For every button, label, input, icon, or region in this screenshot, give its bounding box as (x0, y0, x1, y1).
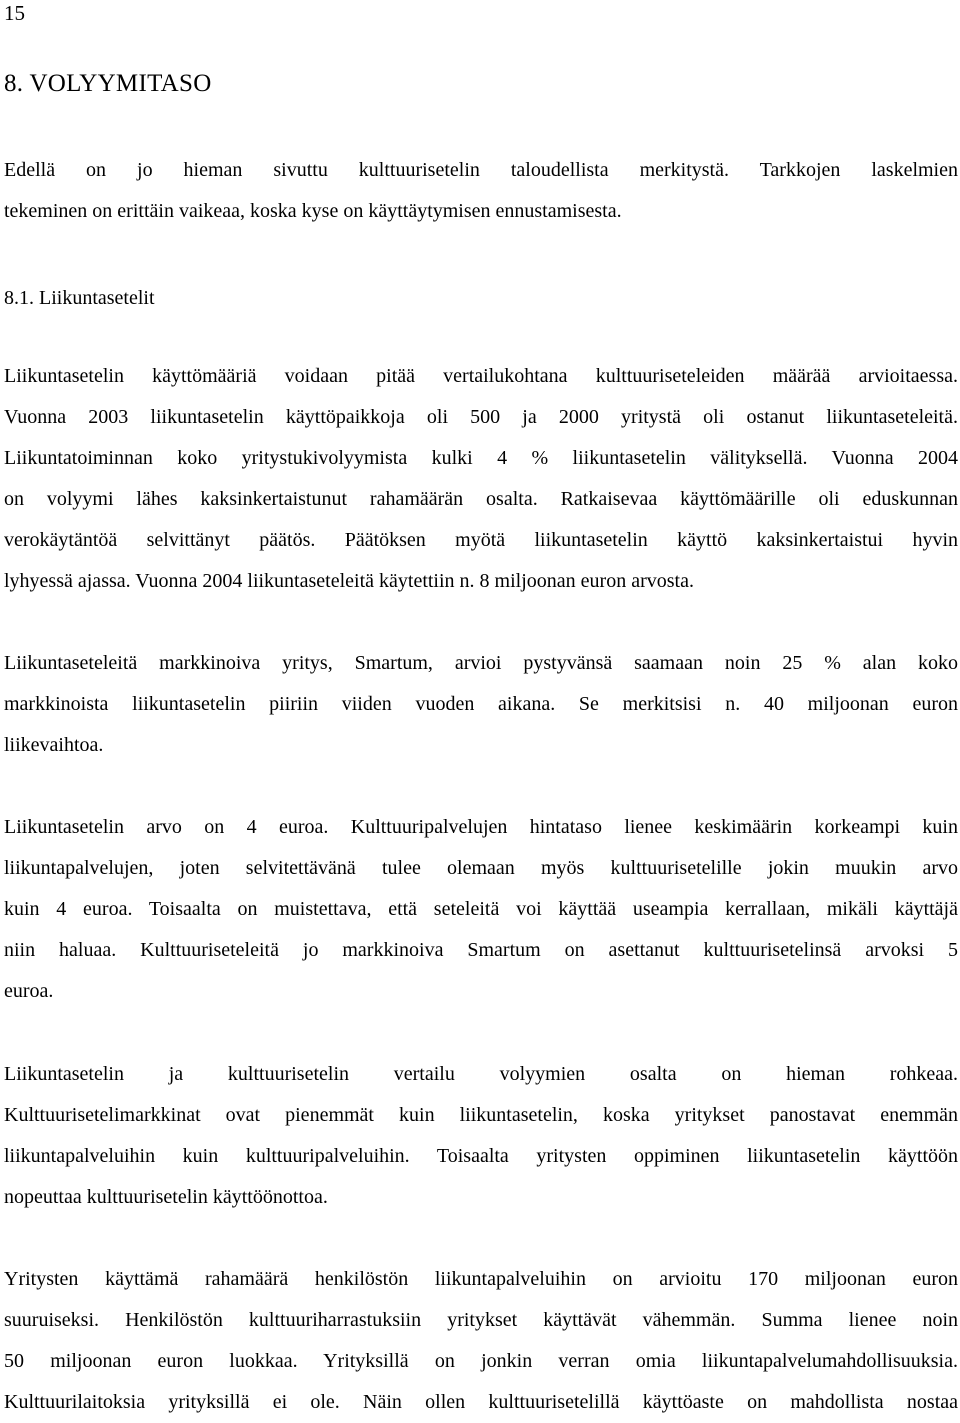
text-line: markkinoista liikuntasetelin piiriin viiden vuoden aikana. Se merkitsisi n. 40 miljoonan euron (4, 693, 958, 715)
intro-paragraph (4, 150, 958, 232)
subsection-heading: 8.1. Liikuntasetelit (4, 287, 155, 309)
paragraph-usage (4, 356, 958, 602)
text-line: Liikuntasetelin arvo on 4 euroa. Kulttuuripalvelujen hintataso lienee keskimäärin korkeampi kuin (4, 816, 958, 838)
text-line: Liikuntatoiminnan koko yritystukivolyymista kulki 4 % liikuntasetelin välityksellä. Vuonna 2004 (4, 447, 958, 469)
paragraph-spending (4, 1259, 958, 1423)
paragraph-smartum (4, 643, 958, 766)
text-line: on volyymi lähes kaksinkertaistunut rahamäärän osalta. Ratkaisevaa käyttömäärille oli eduskunnan (4, 488, 958, 510)
text-line: tekeminen on erittäin vaikeaa, koska kyse on käyttäytymisen ennustamisesta. (4, 200, 622, 222)
page-number: 15 (4, 1, 25, 25)
text-line: verokäytäntöä selvittänyt päätös. Päätöksen myötä liikuntasetelin käyttö kaksinkertaistui hyvin (4, 529, 958, 551)
text-line: Yritysten käyttämä rahamäärä henkilöstön liikuntapalveluihin on arvioitu 170 miljoonan euron (4, 1268, 958, 1290)
text-line: Liikuntasetelin käyttömääriä voidaan pitää vertailukohtana kulttuuriseteleiden määrää arvioitaessa. (4, 365, 958, 387)
text-line: Liikuntasetelin ja kulttuurisetelin vertailu volyymien osalta on hieman rohkeaa. (4, 1063, 958, 1085)
text-line: 50 miljoonan euron luokkaa. Yrityksillä on jonkin verran omia liikuntapalvelumahdollisuuksia. (4, 1350, 958, 1372)
text-line: suuruiseksi. Henkilöstön kulttuuriharrastuksiin yritykset käyttävät vähemmän. Summa lienee noin (4, 1309, 958, 1331)
text-line: liikuntapalveluihin kuin kulttuuripalveluihin. Toisaalta yritysten oppiminen liikuntasetelin käyttöön (4, 1145, 958, 1167)
text-line: lyhyessä ajassa. Vuonna 2004 liikuntaseteleitä käytettiin n. 8 miljoonan euron arvosta. (4, 570, 694, 592)
text-line: euroa. (4, 980, 54, 1002)
text-line: nopeuttaa kulttuurisetelin käyttöönottoa. (4, 1186, 328, 1208)
section-heading: 8. VOLYYMITASO (4, 70, 212, 97)
paragraph-value (4, 807, 958, 1012)
text-line: niin haluaa. Kulttuuriseteleitä jo markkinoiva Smartum on asettanut kulttuurisetelinsä arvoksi 5 (4, 939, 958, 961)
text-line: Edellä on jo hieman sivuttu kulttuurisetelin taloudellista merkitystä. Tarkkojen laskelmien (4, 159, 958, 181)
text-line: liikevaihtoa. (4, 734, 104, 756)
text-line: Kulttuurilaitoksia yrityksillä ei ole. Näin ollen kulttuurisetelillä käyttöaste on mahdollista nostaa (4, 1391, 958, 1413)
paragraph-comparison (4, 1054, 958, 1218)
text-line: kuin 4 euroa. Toisaalta on muistettava, että seteleitä voi käyttää useampia kerrallaan, mikäli käyttäjä (4, 898, 958, 920)
text-line: liikuntapalvelujen, joten selvitettävänä tulee olemaan myös kulttuurisetelille jokin muukin arvo (4, 857, 958, 879)
text-line: Kulttuurisetelimarkkinat ovat pienemmät kuin liikuntasetelin, koska yritykset panostavat enemmän (4, 1104, 958, 1126)
text-line: Vuonna 2003 liikuntasetelin käyttöpaikkoja oli 500 ja 2000 yritystä oli ostanut liikuntaseteleitä. (4, 406, 958, 428)
text-line: Liikuntaseteleitä markkinoiva yritys, Smartum, arvioi pystyvänsä saamaan noin 25 % alan koko (4, 652, 958, 674)
